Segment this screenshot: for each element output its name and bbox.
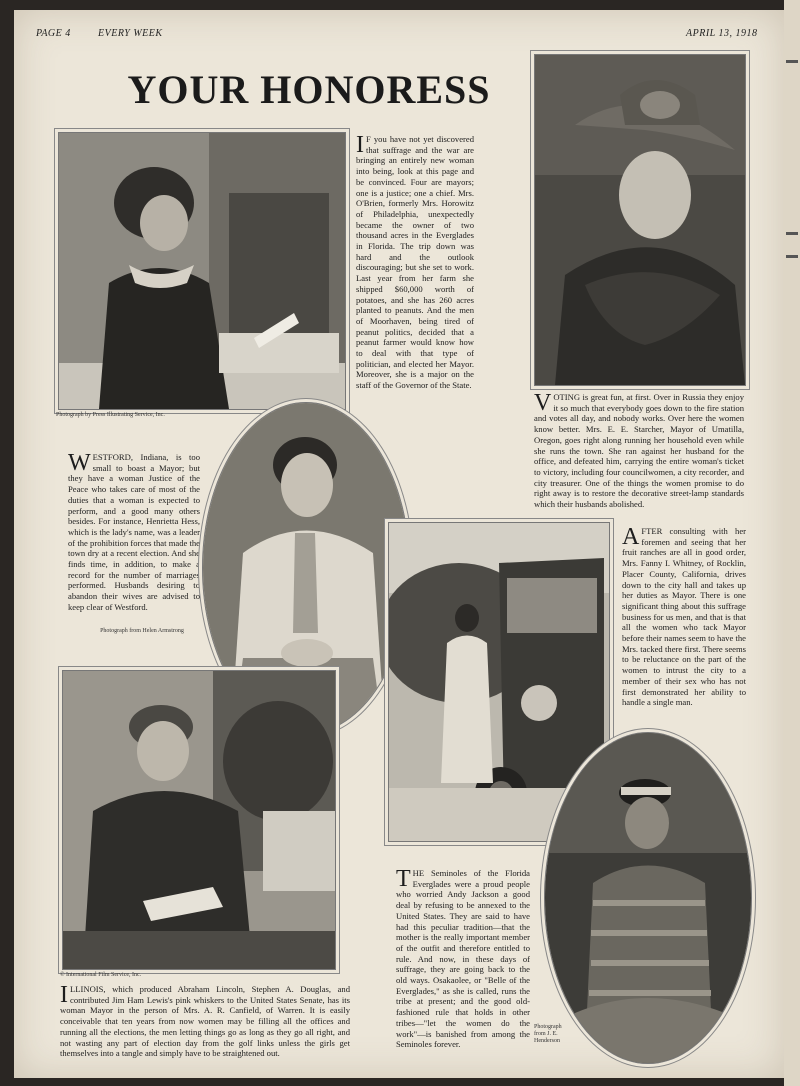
article-starcher-text: OTING is great fun, at first. Over in Russia they enjoy it so much that everybody goes down to the fire station and votes all day, and nobody works. Over here the women know better. Mrs. E. E. Starcher, Mayor of Umatilla, Oregon, goes right along running her household even while she runs the town. She ran against her husband for the office, and defeated him, carrying the entire woman's ticket to victory, including four councilwomen, a city recorder, and city treasurer. One of the things the women promise to do right away is to restore the decorative street-lamp standards which their husbands abolished. xyxy=(534,392,744,510)
binding-mark xyxy=(786,232,798,235)
dropcap-whitney: A xyxy=(622,524,640,550)
binding-mark xyxy=(786,255,798,258)
dropcap-hess: W xyxy=(68,450,91,476)
photo-canfield-image xyxy=(63,671,335,969)
article-seminoles-text: HE Seminoles of the Florida Everglades were a proud people who worried Andy Jackson a good deal by refusing to be annexed to the United States. They are said to have had this peculiar tradition—that the mother is the really important member of the outfit and therefore entitled to rule. And now, in these days of suffrage, they are going back to the old ways. Osakaolee, or "Belle of the Everglades," as she is called, runs the tribe at present; and the good old-fashioned rule that holds in other tribes—"let the women do the work"—is banished from among the Seminoles forever. xyxy=(396,868,530,1050)
dropcap-starcher: V xyxy=(534,390,552,416)
page-title: YOUR HONORESS xyxy=(127,67,491,112)
page-edge xyxy=(784,0,800,1086)
photo-seminole xyxy=(544,732,752,1064)
article-whitney-text: FTER consulting with her foremen and seeing that her fruit ranches are all in good order, Mrs. Fanny I. Whitney, of Rocklin, Placer County, California, drives down to the city hall and takes up her duties as Mayor. There is one significant thing about this suffrage business for us men, and that is that all the women who tack Mayor before their names seem to have the Mrs. tacked there first. There seems to be reluctance on the part of the women to intrust the city to a member of their sex who has not first demonstrated her ability to handle a single man. xyxy=(622,526,746,708)
article-hess xyxy=(68,452,200,613)
dropcap-obrien: I xyxy=(356,132,364,158)
credit-armstrong: Photograph from Helen Armstrong xyxy=(100,628,184,634)
article-obrien xyxy=(356,134,474,391)
credit-henderson: Photograph from J. E. Henderson xyxy=(534,1024,562,1044)
dropcap-seminoles: T xyxy=(396,866,411,892)
photo-obrien xyxy=(58,132,346,410)
magazine-page xyxy=(14,10,784,1078)
credit-international: © International Film Service, Inc. xyxy=(60,972,142,978)
dropcap-canfield: I xyxy=(60,982,68,1008)
photo-starcher-image xyxy=(535,55,745,385)
photo-starcher xyxy=(534,54,746,386)
article-canfield-text: LLINOIS, which produced Abraham Lincoln, Stephen A. Douglas, and contributed Jim Ham Lewis's pink whiskers to the United States Senate, has its woman Mayor in the person of Mrs. A. R. Canfield, of Warren. It is easily conceivable that ten years from now women may be filling all the offices and running all the elections, the men letting things go as long as they go all right, and not wasting any part of election day from the golf links unless the girls get themselves into a tangle and simply have to be straightened out. xyxy=(60,984,350,1059)
article-canfield xyxy=(60,984,350,1059)
publication-name: EVERY WEEK xyxy=(98,28,163,39)
photo-obrien-image xyxy=(59,133,345,409)
page-number: PAGE 4 xyxy=(36,28,71,39)
issue-date: APRIL 13, 1918 xyxy=(686,28,758,39)
photo-seminole-image xyxy=(545,733,751,1063)
article-obrien-text: F you have not yet discovered that suffrage and the war are bringing an entirely new woman into being, look at this page and be convinced. Four are mayors; one is a justice; one a chief. Mrs. O'Brien, formerly Mrs. Horowitz of Philadelphia, unexpectedly became the owner of two thousand acres in the Everglades in Florida. The trip down was hard and the outlook discouraging; but she set to work. Last year from her farm she shipped $60,000 worth of potatoes, and she has 260 acres planted to peanuts. And the men of Moorhaven, being tired of peanut politics, decided that a peanut farmer would know how to deal with that type of politician, and elected her Mayor. Moreover, she is a major on the staff of the Governor of the State. xyxy=(356,134,474,391)
article-seminoles xyxy=(396,868,530,1050)
photo-canfield xyxy=(62,670,336,970)
article-whitney xyxy=(622,526,746,708)
article-hess-text: ESTFORD, Indiana, is too small to boast a Mayor; but they have a woman Justice of the Peace who takes care of most of the duties that a woman is expected to perform, and a good many others besides. For instance, Henrietta Hess, which is the lady's name, was a leader of the prohibition forces that made the town dry at a recent election. And she finds time, in addition, to make a record for the number of marriages performed. Husbands desiring to abandon their wives are advised to keep clear of Westford. xyxy=(68,452,200,612)
article-starcher xyxy=(534,392,744,510)
credit-press: Photograph by Press Illustrating Service, Inc. xyxy=(56,412,165,418)
binding-mark xyxy=(786,60,798,63)
